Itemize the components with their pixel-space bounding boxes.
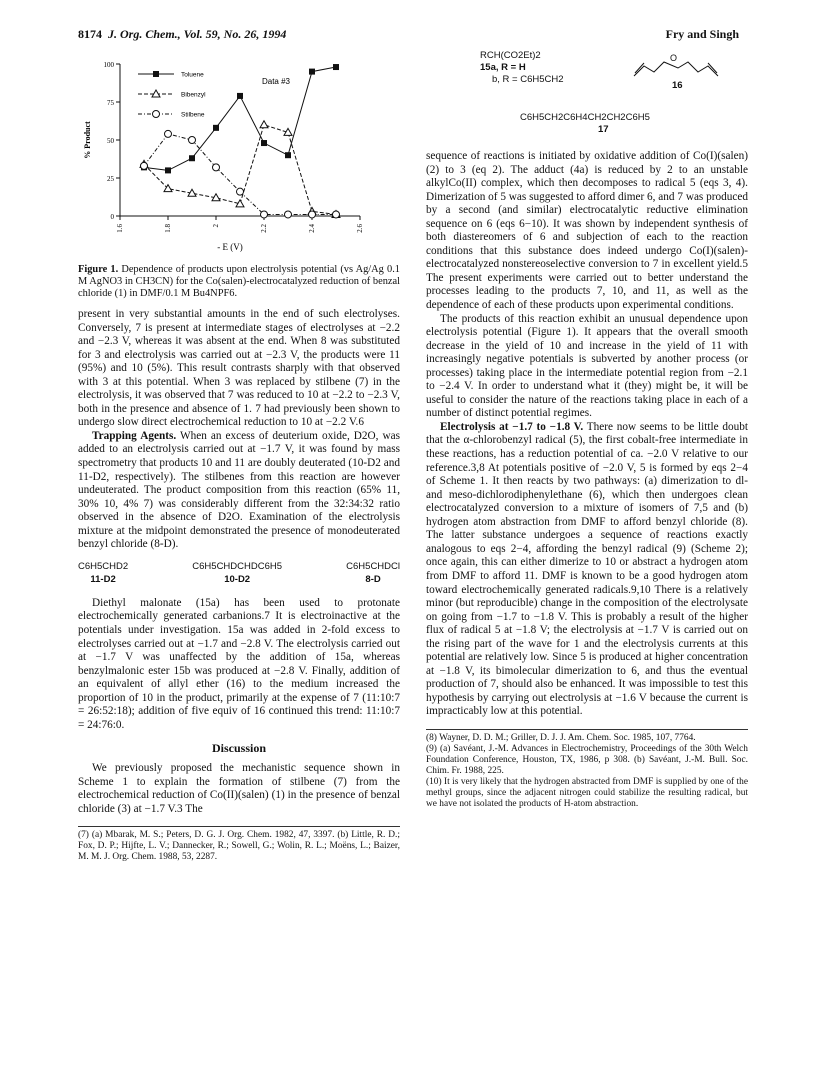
- data-point-toluene: [237, 93, 243, 99]
- paragraph-text: When an excess of deuterium oxide, D2O, was added to an electrolysis carried out at −1.7 V, it was found by mass spectrometry that products 10 and 11 are doubly deuterated (10-D2 and 11-D2, respectively). The stilbenes from this reaction are however undeuterated. The product composition from this reaction (65% 11, 30% 10, 4% 7) was considerably different from the 32:34:32 ratio observed in the absence of D2O. Examination of the electrolysis mixture at the midpoint demonstrated the presence of monodeuterated benzyl chloride (8-D).: [78, 429, 400, 551]
- data-point-stilbene: [237, 188, 244, 195]
- paragraph-trapping-agents: [78, 430, 400, 552]
- legend-marker: [153, 71, 159, 77]
- y-tick-label: 100: [103, 61, 114, 69]
- data-point-toluene: [333, 64, 339, 70]
- y-axis-label: % Product: [83, 121, 92, 159]
- data-point-bibenzyl: [260, 121, 268, 128]
- running-header-left: [78, 27, 286, 42]
- data-point-toluene: [213, 125, 219, 131]
- structure-8-d: [346, 560, 400, 587]
- x-tick-label: 2.4: [308, 224, 316, 233]
- x-tick-label: 1.8: [164, 224, 172, 233]
- figure-1: [78, 50, 400, 260]
- figure-caption-label: Figure 1.: [78, 264, 119, 275]
- data-point-toluene: [285, 152, 291, 158]
- footnotes-right: [426, 729, 748, 810]
- footnote: (10) It is very likely that the hydrogen abstracted from DMF is supplied by one of the methyl groups, since the adjacent nitrogen could stabilize the resulting radical, but we have not isolated the products of H-atom abstraction.: [426, 776, 748, 809]
- data-point-stilbene: [309, 211, 316, 218]
- structure-11-d2: [78, 560, 128, 587]
- data-point-stilbene: [285, 211, 292, 218]
- data-point-stilbene: [141, 162, 148, 169]
- paragraph: The products of this reaction exhibit an unusual dependence upon electrolysis potential (Figure 1). It appears that the overall smooth decrease in the yield of 10 and increase in the yield of 11 with increasingly negative potentials is subverted by another process (or processes) taking place in the intermediate potential region from −2.1 to −2.4 V. In order to understand what it (they) might be, it will be useful to consider the nature of the reactions taking place in each of a number of distinct potential regimes.: [426, 312, 748, 420]
- structure-17-formula: C6H5CH2C6H4CH2CH2C6H5: [520, 112, 650, 123]
- data-point-stilbene: [333, 211, 340, 218]
- figure-caption-text: Dependence of products upon electrolysis potential (vs Ag/Ag 0.1 M AgNO3 in CH3CN) for the Co(salen)-electrocatalyzed reduction of benzal chloride (1) in DMF/0.1 M Bu4NPF6.: [78, 264, 400, 299]
- structure-15-formula: RCH(CO2Et)2: [480, 50, 541, 61]
- x-tick-label: 1.6: [116, 224, 124, 233]
- section-heading-discussion: Discussion: [211, 741, 267, 756]
- data-point-toluene: [261, 140, 267, 146]
- footnote: (8) Wayner, D. D. M.; Griller, D. J. J. Am. Chem. Soc. 1985, 107, 7764.: [426, 732, 696, 743]
- structure-label: 10-D2: [224, 574, 251, 586]
- y-tick-label: 75: [107, 99, 114, 107]
- structure-15a-label: 15a, R = H: [480, 62, 526, 73]
- x-tick-label: 2.6: [356, 224, 364, 233]
- structure-15b-label: b, R = C6H5CH2: [492, 74, 564, 85]
- running-header-authors: Fry and Singh: [665, 27, 739, 41]
- figure-caption: [78, 264, 400, 300]
- y-tick-label: 50: [107, 137, 114, 145]
- structure-formula: C6H5CHD2: [78, 560, 129, 572]
- series-line-toluene: [144, 67, 336, 170]
- footnote: (7) (a) Mbarak, M. S.; Peters, D. G. J. Org. Chem. 1982, 47, 3397. (b) Little, R. D.; Fox, D. P.; Hijfte, L. V.; Dannecker, R.; Sowell, G.; Wolin, R. L.; Moëns, L.; Baizer, M. M. J. Org. Chem. 1988, 53, 2287.: [78, 830, 400, 863]
- structure-block: [480, 50, 780, 140]
- journal-citation: J. Org. Chem., Vol. 59, No. 26, 1994: [108, 27, 287, 41]
- data-point-stilbene: [189, 137, 196, 144]
- data-point-stilbene: [213, 164, 220, 171]
- paragraph-electrolysis: [426, 421, 748, 719]
- data-point-toluene: [309, 69, 315, 75]
- paragraph: Diethyl malonate (15a) has been used to protonate electrochemically generated carbanions.7 It is electroinactive at the potentials under investigation. 15a was added in 2-fold excess to electrolyses carried out at −1.7 and −2.8 V. The electrolysis carried out at −1.7 V was unaffected by the addition of 15a, whereas benzylmalonic ester 15b was produced at −2.8 V. Finally, addition of an equivalent of allyl ether (16) to the medium increased the proportion of 10 in the product, primarily at the expense of 7 (11:10:7 = 26:52:18); addition of five equiv of 16 continued this trend: 11:10:7 = 24:76:0.: [78, 596, 400, 731]
- right-column: [426, 150, 748, 810]
- x-tick-label: 2: [212, 224, 220, 228]
- data-point-toluene: [165, 167, 171, 173]
- structure-10-d2: [192, 560, 282, 587]
- paragraph: present in very substantial amounts in the end of such electrolyses. Conversely, 7 is present at intermediate stages of electrolyses at −2.2 and −2.3 V, whereas it was absent at the end. When 8 was substituted for 3 and electrolysis was carried out at −2.3 V, the products were 11 (95%) and 10 (5%). This result contrasts sharply with that observed with 3 at this potential. When 3 was replaced by stilbene (7) in the electrolysis, it was observed that 7 was reduced to 10 at −2.2 to −2.3 V, both in the presence and absence of 1. 7 had previously been shown to undergo slow direct electrochemical reduction to 10 at −2.2 V.6: [78, 308, 400, 429]
- page-number: 8174: [78, 27, 102, 41]
- data-point-stilbene: [261, 211, 268, 218]
- allyl-ether-structure-16: [630, 52, 750, 82]
- data-point-stilbene: [165, 130, 172, 137]
- y-tick-label: 0: [110, 213, 114, 221]
- x-axis-label: - E (V): [217, 242, 243, 252]
- chart-title: Data #3: [261, 77, 291, 86]
- structure-17-label: 17: [598, 124, 609, 135]
- footnote: (9) (a) Savéant, J.-M. Advances in Electrochemistry, Proceedings of the 30th Welch Foundation Conference, Houston, TX, 1986, p 308. (b) Savéant, J.-M. Bull. Soc. Chim. Fr. 1988, 225.: [426, 743, 748, 776]
- footnotes-left: [78, 826, 400, 863]
- section-runin-heading: Trapping Agents.: [92, 429, 177, 442]
- structure-label: 11-D2: [90, 574, 116, 586]
- x-tick-label: 2.2: [260, 224, 268, 233]
- section-runin-heading: Electrolysis at −1.7 to −1.8 V.: [440, 420, 584, 433]
- structure-16-label: 16: [672, 80, 683, 91]
- paragraph: We previously proposed the mechanistic sequence shown in Scheme 1 to explain the formation of stilbene (7) from the electrochemical reduction of Co(II)(salen) (1) in the presence of benzal chloride (3) at −1.7 V.3 The: [78, 761, 400, 815]
- data-point-toluene: [189, 155, 195, 161]
- legend-label: Toluene: [181, 71, 204, 79]
- legend-marker: [153, 111, 160, 118]
- figure-1-chart: [78, 50, 400, 260]
- paragraph-text: There now seems to be little doubt that the α-chlorobenzyl radical (5), the first cobalt-free intermediate in these reactions, has a reduction potential of ca. −2.0 V relative to our reference.3,8 At potentials positive of −2.0 V, 5 is formed by eqs 2−4 of Scheme 1. It then reacts by two pathways: (a) dimerization to dl- and meso-dichlorodiphenylethane (6), which then undergoes clean electrocatalyzed conversion to a mixture of isomers of 7,5 and (b) hydrogen atom abstraction from DMF to afford benzyl chloride (8). The latter substance undergoes a sequence of reactions exactly analogous to eqs 2−4, affording the benzyl radical (9) (Scheme 2); once again, this can either dimerize to 10 or abstract a hydrogen atom from DMF to afford 11. DMF is known to be a good hydrogen atom toward electrochemically generated radicals.9,10 There is a relatively minor (but reproducible) change in the composition of the electrolysate on going from −1.7 to −1.8 V. This is probably a result of the higher flux of radical 5 at −1.8 V; the electrolysis at −1.7 V is carried out on the rising part of the wave for 1 and the electrolysis currents at this potential are relatively low. Since 5 is produced at higher concentration at −1.8 V, its bimolecular dimerization to 6, and thus the eventual production of 7, should also be enhanced. It was impossible to test this hypothesis by carrying out electrolysis at −1.6 V because the current is impracticably low at this potential.: [426, 420, 748, 718]
- legend-label: Bibenzyl: [181, 91, 206, 99]
- y-tick-label: 25: [107, 175, 114, 183]
- structure-label: 8-D: [365, 574, 381, 586]
- svg-text:O: O: [670, 53, 678, 63]
- legend-label: Stilbene: [181, 111, 205, 119]
- left-column: [78, 264, 400, 863]
- structure-formula: C6H5CHDCl: [346, 560, 400, 572]
- paragraph: sequence of reactions is initiated by oxidative addition of Co(I)(salen) (2) to 3 (eq 2). The adduct (4a) is reduced by 2 to an unstable alkylCo(II) complex, which then decomposes to radical 5 (eqs 3, 4). Dimerization of 5 was suggested to afford dimer 6, and 7 was produced by a second (and similar) electrocatalytic reductive elimination sequence on 6 (eqs 6−10). It was shown by independent synthesis of both diastereomers of 6 and subjection of each to the reaction conditions that this substance does indeed undergo Co(I)(salen)-electrocatalyzed nonstereoselective conversion to 7 in excellent yield.5 The present experiments were carried out to better understand the processes leading to the products 7, 10, and 11, as well as the dependence of each of these products upon experimental conditions.: [426, 150, 748, 312]
- deuterated-structures: [78, 560, 400, 587]
- structure-formula: C6H5CHDCHDC6H5: [192, 560, 283, 572]
